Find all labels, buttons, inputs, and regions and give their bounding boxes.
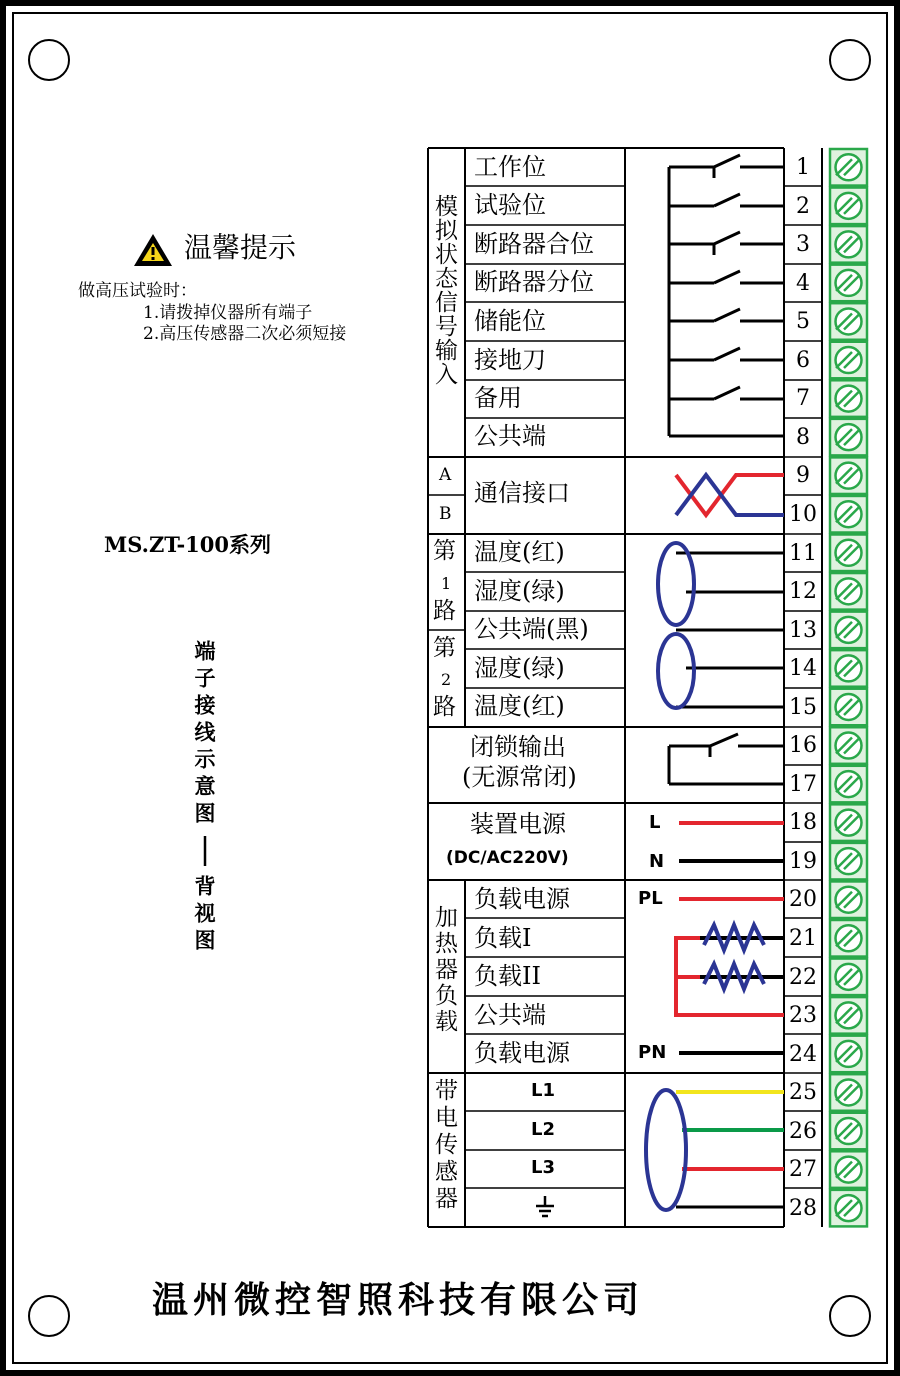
row-label-23: 公共端: [474, 1001, 546, 1029]
row-label-2: 试验位: [474, 191, 546, 219]
terminal-screw-icon: [830, 457, 867, 494]
group-sim-input: 模拟状态信号输入: [431, 194, 457, 386]
terminal-number: 10: [789, 501, 817, 527]
terminal-number: 16: [789, 733, 817, 759]
terminal-screw-icon: [830, 265, 867, 302]
side-caption-top: 端子接线示意图: [192, 640, 216, 829]
row-label-7: 备用: [474, 384, 522, 412]
terminal-screw-icon: [830, 303, 867, 340]
terminal-screw-icon: [830, 727, 867, 764]
notice-title: 温馨提示: [184, 231, 297, 264]
wire-label-pl: PL: [638, 888, 663, 909]
ch1-label-1: 第: [433, 538, 456, 564]
terminal-screw-icon: [830, 380, 867, 417]
notice-item-2: 2.高压传感器二次必须短接: [143, 324, 347, 344]
terminal-number: 2: [796, 193, 810, 219]
terminal-screw-icon: [830, 920, 867, 957]
terminal-number: 9: [796, 463, 810, 489]
terminal-screw-icon: [830, 1074, 867, 1111]
comm-b-label: B: [439, 504, 452, 524]
lock-output-switch: [669, 734, 784, 784]
terminal-number: 25: [789, 1080, 817, 1106]
terminal-screw-icon: [830, 612, 867, 649]
wire-label-l: L: [649, 812, 661, 833]
terminal-screw-icon: [830, 843, 867, 880]
ch2-label-3: 路: [433, 694, 456, 720]
terminal-screw-icon: [830, 573, 867, 610]
ground-icon: [536, 1196, 554, 1216]
terminal-screw-icon: [830, 689, 867, 726]
row-label-27: L3: [531, 1157, 555, 1178]
terminal-number: 26: [789, 1118, 817, 1144]
terminal-screw-icon: [830, 535, 867, 572]
terminal-screw-icon: [830, 226, 867, 263]
warning-icon: [134, 234, 172, 266]
terminal-screw-icon: [830, 496, 867, 533]
terminal-number: 14: [789, 656, 817, 682]
row-label-1: 工作位: [474, 153, 546, 181]
terminal-number: 4: [796, 270, 810, 296]
terminal-number: 13: [789, 617, 817, 643]
ch2-label-2: 2: [441, 670, 452, 689]
group-live-sensor: 带电传感器: [431, 1078, 457, 1213]
terminal-screw-icon: [830, 881, 867, 918]
terminal-screw-icon: [830, 804, 867, 841]
row-label-4: 断路器分位: [474, 268, 594, 296]
terminal-screw-icon: [830, 766, 867, 803]
terminal-number: 3: [796, 232, 810, 258]
row-label-3: 断路器合位: [474, 230, 594, 258]
row-label-21: 负载I: [474, 924, 532, 952]
company-name: 温州微控智照科技有限公司: [152, 1280, 645, 1321]
terminal-screw-icon: [830, 419, 867, 456]
terminal-number: 6: [796, 347, 810, 373]
row-label-25: L1: [531, 1080, 555, 1101]
ch1-label-2: 1: [441, 574, 452, 593]
terminal-number: 15: [789, 694, 817, 720]
lock-output-sub: (无源常闭): [462, 763, 577, 791]
group-heater-load: 加热器负载: [431, 905, 457, 1035]
terminal-screw-icon: [830, 1190, 867, 1227]
terminal-number: 24: [789, 1041, 817, 1067]
rs485-twisted-pair: [676, 475, 784, 515]
terminal-number: 22: [789, 964, 817, 990]
row-label-14: 湿度(绿): [474, 654, 565, 682]
terminal-screw-icon: [830, 650, 867, 687]
sensor-cables: [658, 543, 784, 708]
lock-output-label: 闭锁输出: [470, 733, 566, 761]
side-caption-bottom: 背视图: [192, 875, 216, 956]
terminal-number: 27: [789, 1157, 817, 1183]
terminal-screw-icon: [830, 1113, 867, 1150]
status-input-switches: [669, 155, 784, 436]
row-label-8: 公共端: [474, 422, 546, 450]
terminal-number: 7: [796, 386, 810, 412]
model-label: MS.ZT-100系列: [104, 532, 272, 557]
row-label-20: 负载电源: [474, 885, 570, 913]
wire-label-n: N: [649, 851, 665, 872]
terminal-number: 11: [789, 540, 817, 566]
row-label-comm: 通信接口: [474, 479, 570, 507]
terminal-number: 8: [796, 424, 810, 450]
terminal-screw-icon: [830, 959, 867, 996]
row-label-12: 湿度(绿): [474, 577, 565, 605]
row-label-15: 温度(红): [474, 692, 565, 720]
terminal-number: 20: [789, 887, 817, 913]
notice-item-1: 1.请拨掉仪器所有端子: [143, 303, 313, 323]
notice-lead: 做高压试验时：: [78, 281, 197, 301]
ch2-label-1: 第: [433, 635, 456, 661]
row-label-5: 储能位: [474, 307, 546, 335]
row-label-24: 负载电源: [474, 1039, 570, 1067]
row-label-22: 负载II: [474, 962, 541, 990]
heater-wiring: [676, 899, 784, 1053]
row-label-13: 公共端(黑): [474, 615, 589, 643]
row-label-6: 接地刀: [474, 346, 546, 374]
terminal-screw-icon: [830, 188, 867, 225]
terminal-screw-icon: [830, 997, 867, 1034]
row-label-11: 温度(红): [474, 538, 565, 566]
terminal-screw-icon: [830, 149, 867, 186]
terminal-number: 23: [789, 1003, 817, 1029]
row-label-26: L2: [531, 1119, 555, 1140]
terminal-strip: [830, 149, 867, 1226]
wire-label-pn: PN: [638, 1042, 667, 1063]
terminal-number: 1: [796, 155, 810, 180]
comm-a-label: A: [439, 465, 452, 485]
ch1-label-3: 路: [433, 598, 456, 624]
power-label: 装置电源: [470, 810, 566, 838]
terminal-number: 5: [796, 309, 810, 335]
terminal-number: 17: [789, 771, 817, 797]
terminal-number: 21: [789, 926, 817, 951]
terminal-screw-icon: [830, 1151, 867, 1188]
terminal-number: 18: [789, 810, 817, 836]
power-sub: (DC/AC220V): [446, 848, 569, 868]
terminal-screw-icon: [830, 1036, 867, 1073]
live-sensor-wiring: [646, 1090, 784, 1210]
terminal-screw-icon: [830, 342, 867, 379]
terminal-number: 19: [789, 848, 817, 874]
terminal-number: 12: [789, 579, 817, 605]
terminal-number: 28: [789, 1195, 817, 1221]
power-wires: [679, 823, 784, 861]
